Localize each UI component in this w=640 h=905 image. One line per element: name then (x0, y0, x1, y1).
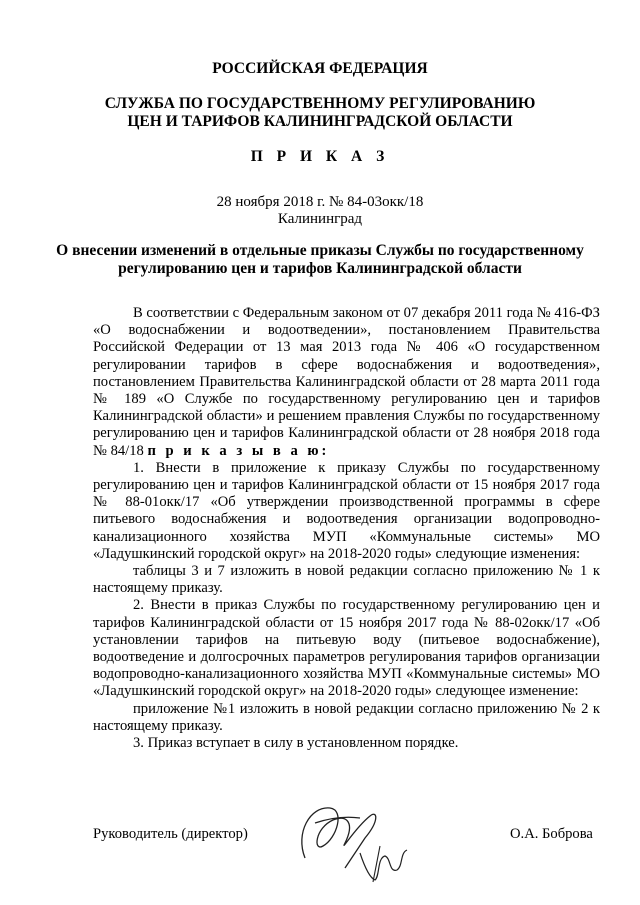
document-body (93, 305, 600, 752)
city: Калининград (277, 211, 363, 227)
item-2: 2. Внести в приказ Службы по государственному регулированию цен и тарифов Калининградской области от 15 ноября 2017 года № 88-02окк/17 «Об установлении тарифов на питьевую воду (питьевое водоснабжение), водоотведение и долгосрочных параметров регулирования тарифов организации водопроводно-канализационного хозяйства МУП «Коммунальные системы» МО «Ладушкинский городской округ» на 2018-2020 годы» следующее изменение: (93, 597, 600, 700)
agency-heading-line1: СЛУЖБА ПО ГОСУДАРСТВЕННОМУ РЕГУЛИРОВАНИЮ (104, 95, 536, 112)
country-heading: РОССИЙСКАЯ ФЕДЕРАЦИЯ (212, 60, 428, 77)
preamble-text: В соответствии с Федеральным законом от 07 декабря 2011 года № 416-ФЗ «О водоснабжении и водоотведении», постановлением Правительства Российской Федерации от 13 мая 2013 года № 406 «О государственном регулировании тарифов в сфере водоснабжения и водоотведения», постановлением Правительства Калининградской области от 28 марта 2011 года № 189 «О Службе по государственному регулированию цен и тарифов Калининградской области» и решением правления Службы по государственному регулированию цен и тарифов Калининградской области от 28 ноября 2018 года № 84/18 (93, 305, 600, 459)
orders-word: п р и к а з ы в а ю: (147, 442, 330, 459)
signer-position: Руководитель (директор) (93, 826, 248, 842)
document-type: П Р И К А З (250, 148, 390, 165)
agency-heading-line2: ЦЕН И ТАРИФОВ КАЛИНИНГРАДСКОЙ ОБЛАСТИ (127, 113, 513, 130)
item-2-sub: приложение №1 изложить в новой редакции согласно приложению № 2 к настоящему приказу. (93, 700, 600, 734)
signer-name: О.А. Боброва (510, 826, 593, 842)
subject-line1: О внесении изменений в отдельные приказы Службы по государственному (56, 242, 584, 259)
date-number: 28 ноября 2018 г. № 84-03окк/18 (216, 194, 424, 210)
item-3: 3. Приказ вступает в силу в установленном порядке. (133, 735, 459, 752)
item-1-sub: таблицы 3 и 7 изложить в новой редакции согласно приложению № 1 к настоящему приказу. (93, 563, 600, 597)
item-1: 1. Внести в приложение к приказу Службы по государственному регулированию цен и тарифов Калининградской области от 15 ноября 2017 года № 88-01окк/17 «Об утверждении производственной программы в сфере питьевого водоснабжения и водоотведения организации водопроводно-канализационного хозяйства МУП «Коммунальные системы» МО «Ладушкинский городской округ» на 2018-2020 годы» следующие изменения: (93, 459, 600, 562)
handwritten-signature (285, 798, 415, 883)
subject-line2: регулированию цен и тарифов Калининградской области (118, 260, 522, 277)
preamble-paragraph (93, 305, 600, 460)
